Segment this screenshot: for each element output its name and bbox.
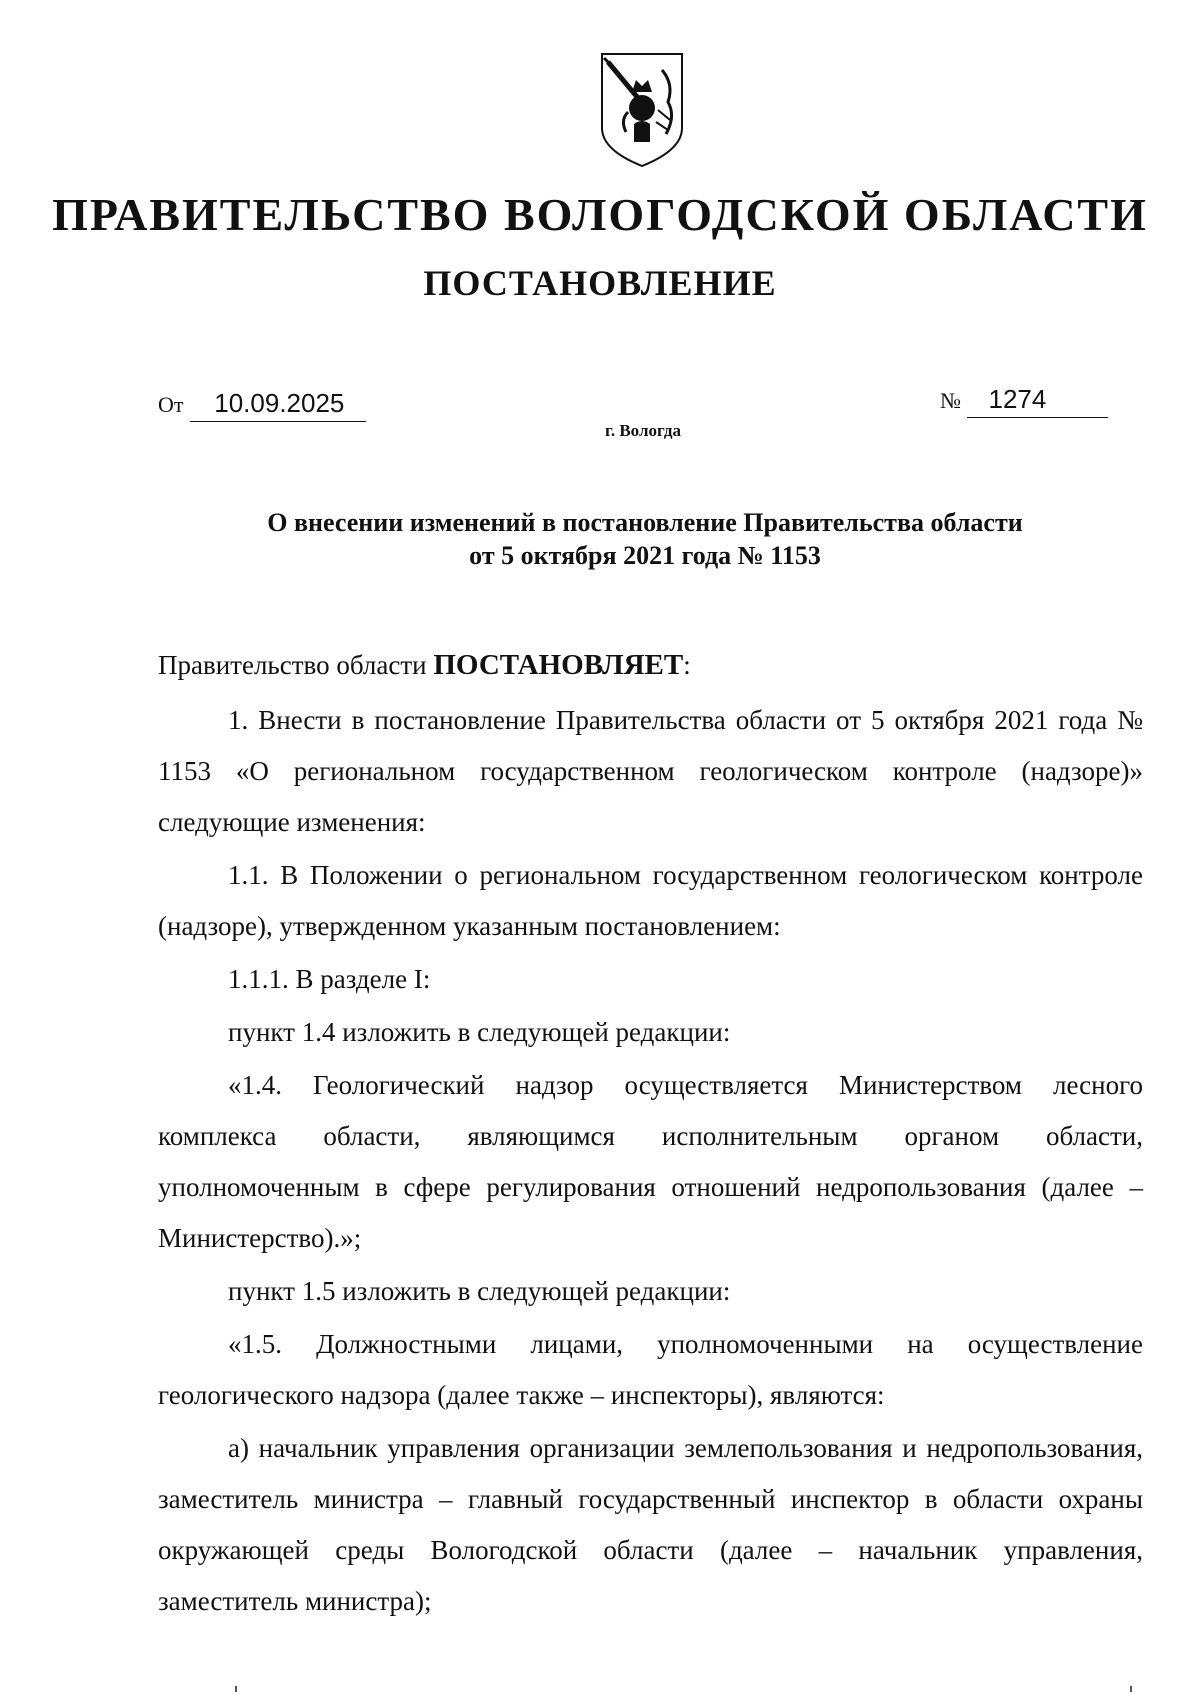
government-name: ПРАВИТЕЛЬСТВО ВОЛОГОДСКОЙ ОБЛАСТИ xyxy=(52,189,1148,240)
scan-mark xyxy=(1130,1686,1132,1692)
paragraph: 1.1. В Положении о региональном государственном геологическом контроле (надзоре), утвержденном указанным постановлением: xyxy=(158,860,1143,941)
intro-end: : xyxy=(683,650,691,680)
document-body xyxy=(158,640,1143,1627)
title-line-1: О внесении изменений в постановление Правительства области xyxy=(267,508,1023,537)
coat-of-arms-icon xyxy=(598,50,686,170)
paragraph: «1.5. Должностными лицами, уполномоченными на осуществление геологического надзора (далее также – инспекторы), являются: xyxy=(158,1329,1143,1410)
paragraph: «1.4. Геологический надзор осуществляется Министерством лесного комплекса области, являющимся исполнительным органом области, уполномоченным в сфере регулирования отношений недропользования (далее – Министерство).»; xyxy=(158,1070,1143,1253)
document-title xyxy=(0,506,1200,572)
title-line-2: от 5 октября 2021 года № 1153 xyxy=(469,541,821,570)
scan-mark xyxy=(235,1686,237,1692)
intro-paragraph xyxy=(158,640,1143,691)
paragraph: пункт 1.5 изложить в следующей редакции: xyxy=(228,1276,731,1306)
document-type: ПОСТАНОВЛЕНИЕ xyxy=(423,263,777,303)
date-row xyxy=(158,388,366,422)
paragraph: 1. Внести в постановление Правительства области от 5 октября 2021 года № 1153 «О региональном государственном геологическом контроле (надзоре)» следующие изменения: xyxy=(158,705,1143,837)
intro-text: Правительство области xyxy=(158,650,434,680)
city: г. Вологда xyxy=(605,421,681,440)
date-prefix: От xyxy=(158,392,184,417)
number-prefix: № xyxy=(940,388,961,413)
paragraph: пункт 1.4 изложить в следующей редакции: xyxy=(228,1017,731,1047)
number-field: 1274 xyxy=(967,384,1109,418)
paragraph: 1.1.1. В разделе I: xyxy=(228,964,431,994)
number-row xyxy=(940,384,1108,418)
paragraph: а) начальник управления организации землепользования и недропользования, заместитель министра – главный государственный инспектор в области охраны окружающей среды Вологодской области (далее – начальник управления, заместитель министра); xyxy=(158,1433,1143,1616)
date-field: 10.09.2025 xyxy=(190,388,366,422)
intro-bold: ПОСТАНОВЛЯЕТ xyxy=(433,649,684,681)
